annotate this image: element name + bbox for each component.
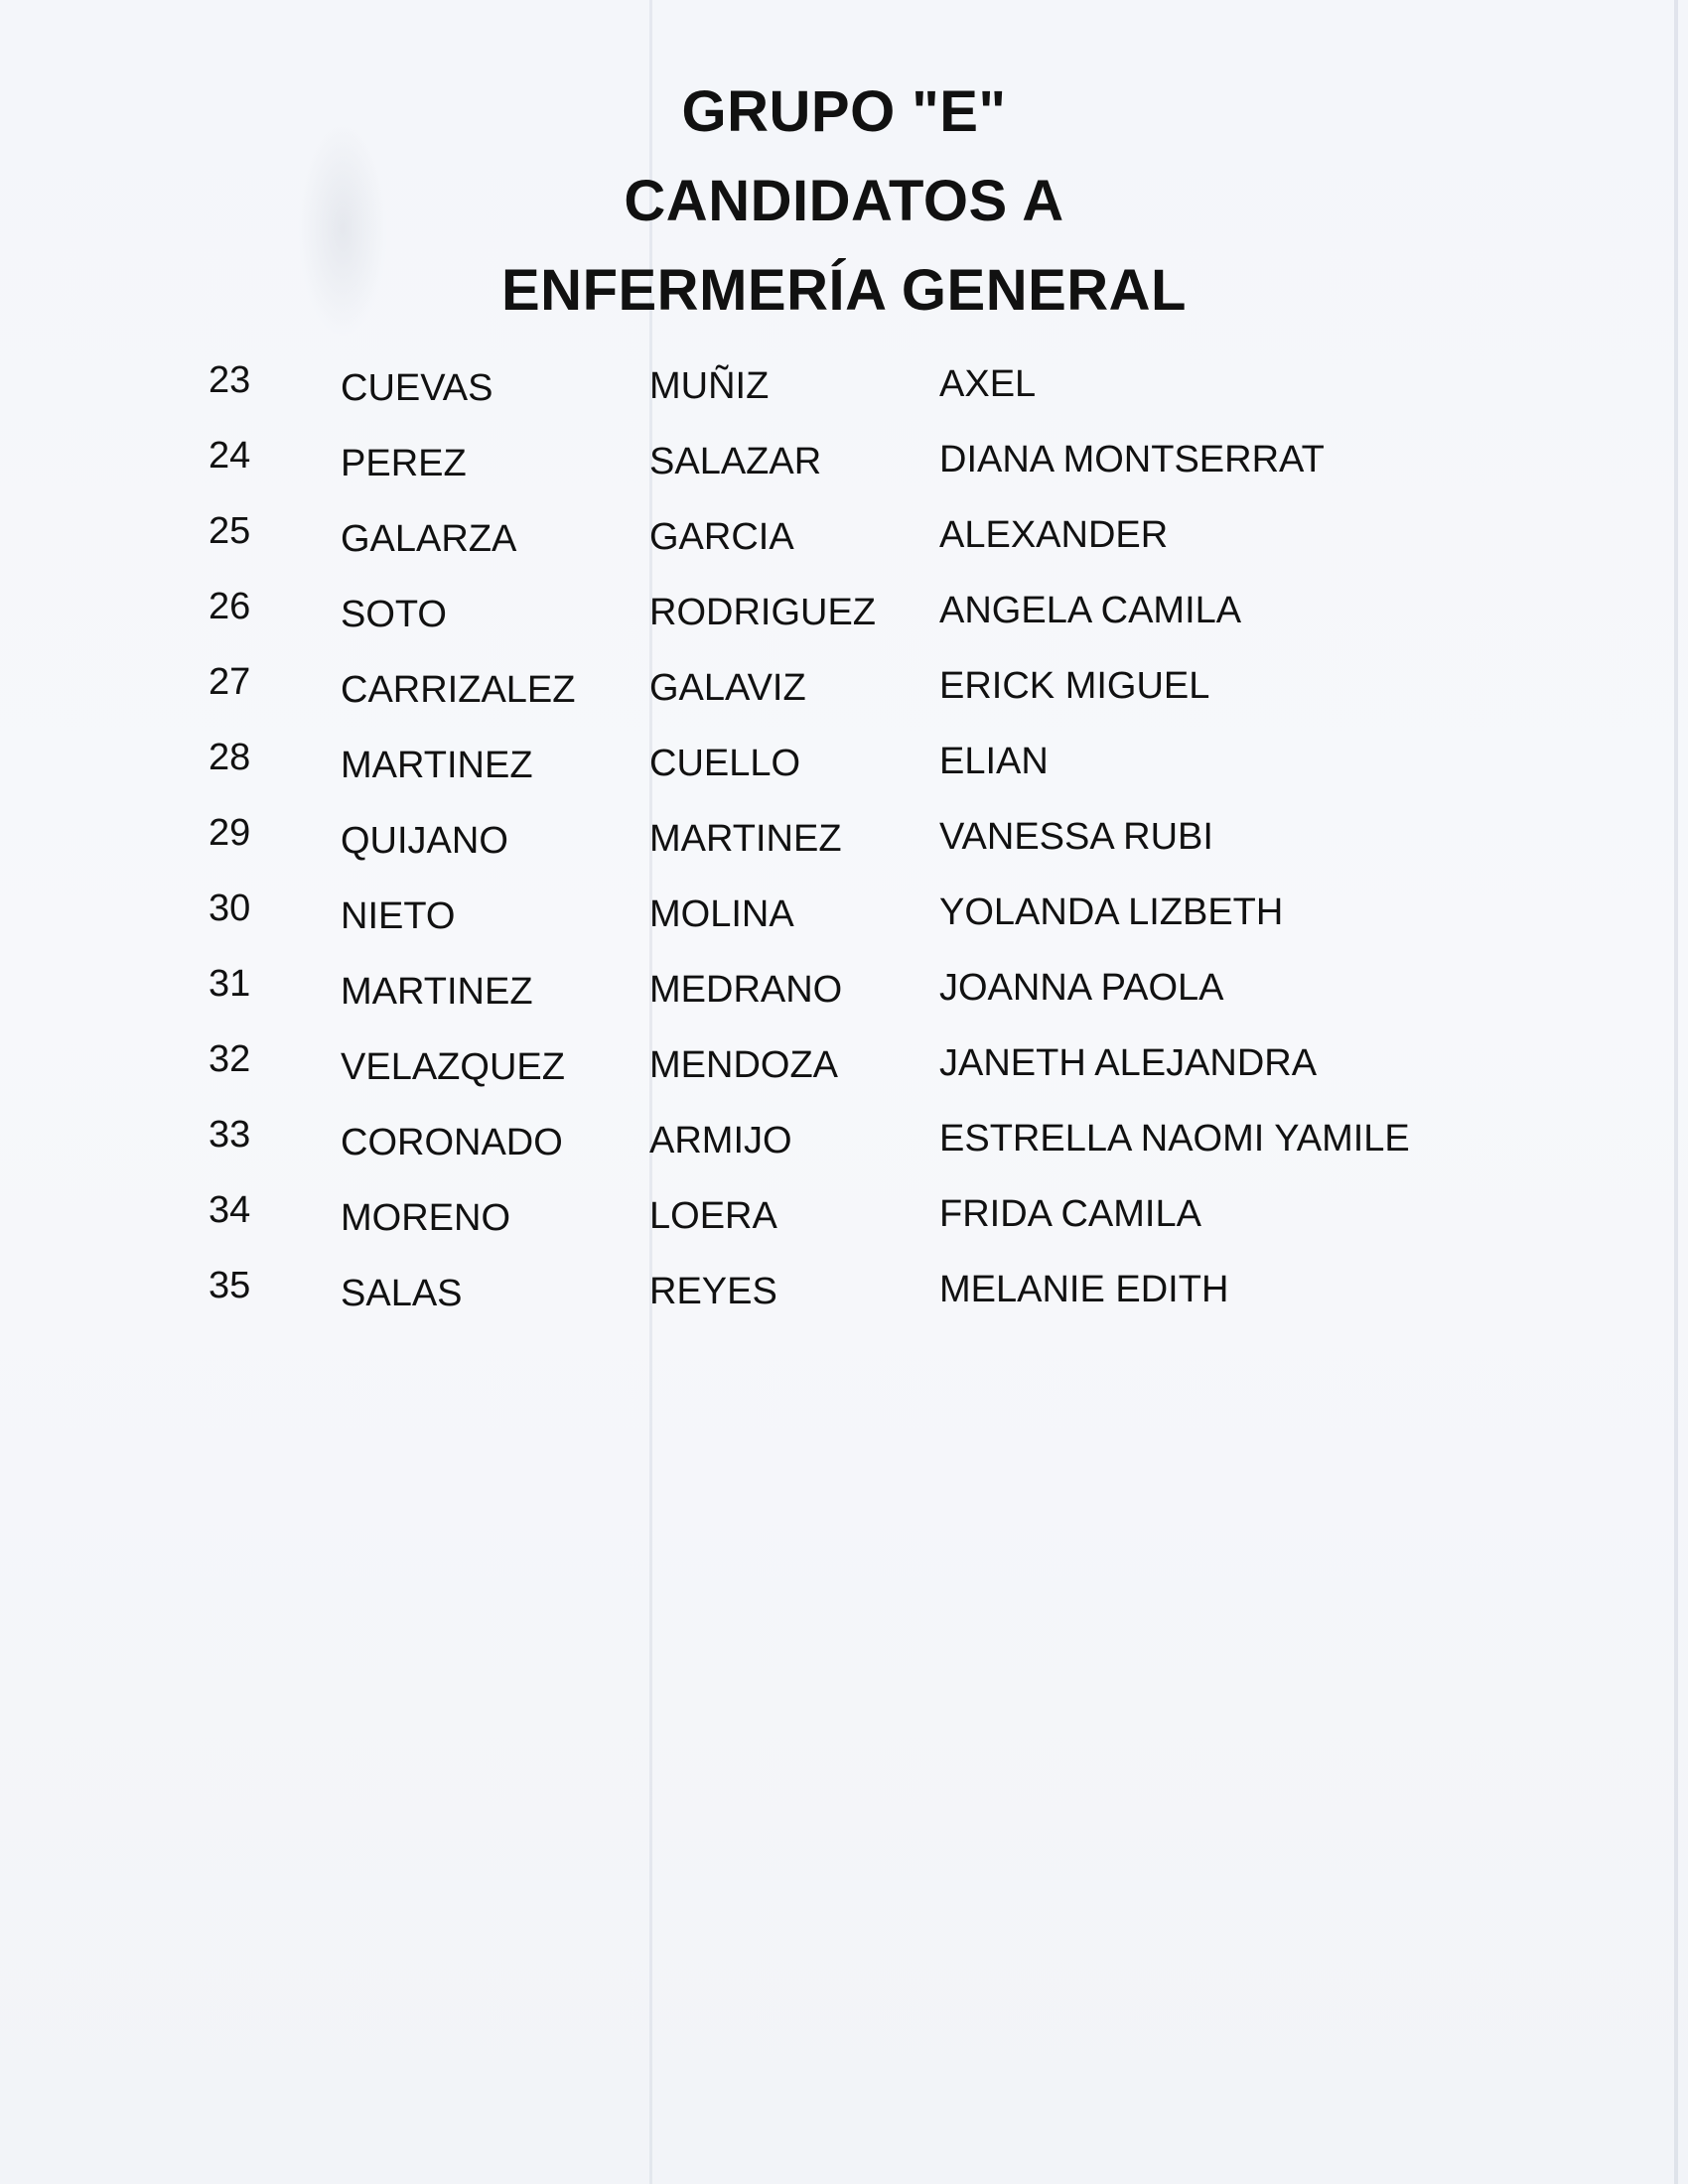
list-item	[209, 1038, 1460, 1114]
candidate-number: 27	[209, 661, 251, 703]
given-names: ELIAN	[939, 741, 1049, 782]
list-item	[209, 1265, 1460, 1340]
second-surname: SALAZAR	[649, 441, 822, 482]
second-surname: ARMIJO	[649, 1120, 792, 1161]
second-surname: MOLINA	[649, 893, 794, 935]
second-surname: GARCIA	[649, 516, 794, 558]
list-item	[209, 661, 1460, 737]
first-surname: CORONADO	[341, 1122, 563, 1163]
first-surname: PEREZ	[341, 443, 467, 484]
candidate-number: 28	[209, 737, 251, 778]
list-item	[209, 510, 1460, 586]
first-surname: VELAZQUEZ	[341, 1046, 565, 1088]
first-surname: SOTO	[341, 594, 447, 635]
title-program: ENFERMERÍA GENERAL	[501, 258, 1187, 323]
first-surname: SALAS	[341, 1273, 463, 1314]
first-surname: MORENO	[341, 1197, 510, 1239]
given-names: JOANNA PAOLA	[939, 967, 1224, 1009]
given-names: ALEXANDER	[939, 514, 1169, 556]
title-group: GRUPO "E"	[681, 79, 1007, 144]
candidate-number: 32	[209, 1038, 251, 1080]
given-names: VANESSA RUBI	[939, 816, 1213, 858]
candidate-number: 31	[209, 963, 251, 1005]
given-names: JANETH ALEJANDRA	[939, 1042, 1318, 1084]
list-item	[209, 1114, 1460, 1189]
candidate-number: 34	[209, 1189, 251, 1231]
second-surname: CUELLO	[649, 743, 801, 784]
candidate-number: 24	[209, 435, 251, 477]
second-surname: GALAVIZ	[649, 667, 806, 709]
given-names: AXEL	[939, 363, 1037, 405]
list-item	[209, 887, 1460, 963]
candidate-number: 23	[209, 359, 251, 401]
first-surname: CUEVAS	[341, 367, 493, 409]
second-surname: REYES	[649, 1271, 777, 1312]
candidate-number: 25	[209, 510, 251, 552]
candidate-number: 26	[209, 586, 251, 627]
document-title	[0, 68, 1688, 336]
first-surname: NIETO	[341, 895, 456, 937]
list-item	[209, 737, 1460, 812]
first-surname: MARTINEZ	[341, 971, 533, 1013]
given-names: DIANA MONTSERRAT	[939, 439, 1325, 480]
list-item	[209, 586, 1460, 661]
given-names: YOLANDA LIZBETH	[939, 891, 1284, 933]
second-surname: MUÑIZ	[649, 365, 770, 407]
given-names: MELANIE EDITH	[939, 1269, 1229, 1310]
candidate-number: 33	[209, 1114, 251, 1156]
given-names: ERICK MIGUEL	[939, 665, 1210, 707]
first-surname: GALARZA	[341, 518, 517, 560]
list-item	[209, 1189, 1460, 1265]
second-surname: MEDRANO	[649, 969, 843, 1011]
list-item	[209, 812, 1460, 887]
candidate-number: 30	[209, 887, 251, 929]
given-names: FRIDA CAMILA	[939, 1193, 1201, 1235]
second-surname: MARTINEZ	[649, 818, 842, 860]
title-candidates: CANDIDATOS A	[624, 169, 1064, 233]
second-surname: MENDOZA	[649, 1044, 838, 1086]
first-surname: CARRIZALEZ	[341, 669, 576, 711]
candidate-number: 35	[209, 1265, 251, 1306]
list-item	[209, 963, 1460, 1038]
second-surname: RODRIGUEZ	[649, 592, 876, 633]
candidate-number: 29	[209, 812, 251, 854]
list-item	[209, 435, 1460, 510]
candidate-list	[209, 359, 1460, 1340]
second-surname: LOERA	[649, 1195, 777, 1237]
first-surname: QUIJANO	[341, 820, 508, 862]
list-item	[209, 359, 1460, 435]
given-names: ESTRELLA NAOMI YAMILE	[939, 1118, 1410, 1160]
first-surname: MARTINEZ	[341, 745, 533, 786]
given-names: ANGELA CAMILA	[939, 590, 1242, 631]
